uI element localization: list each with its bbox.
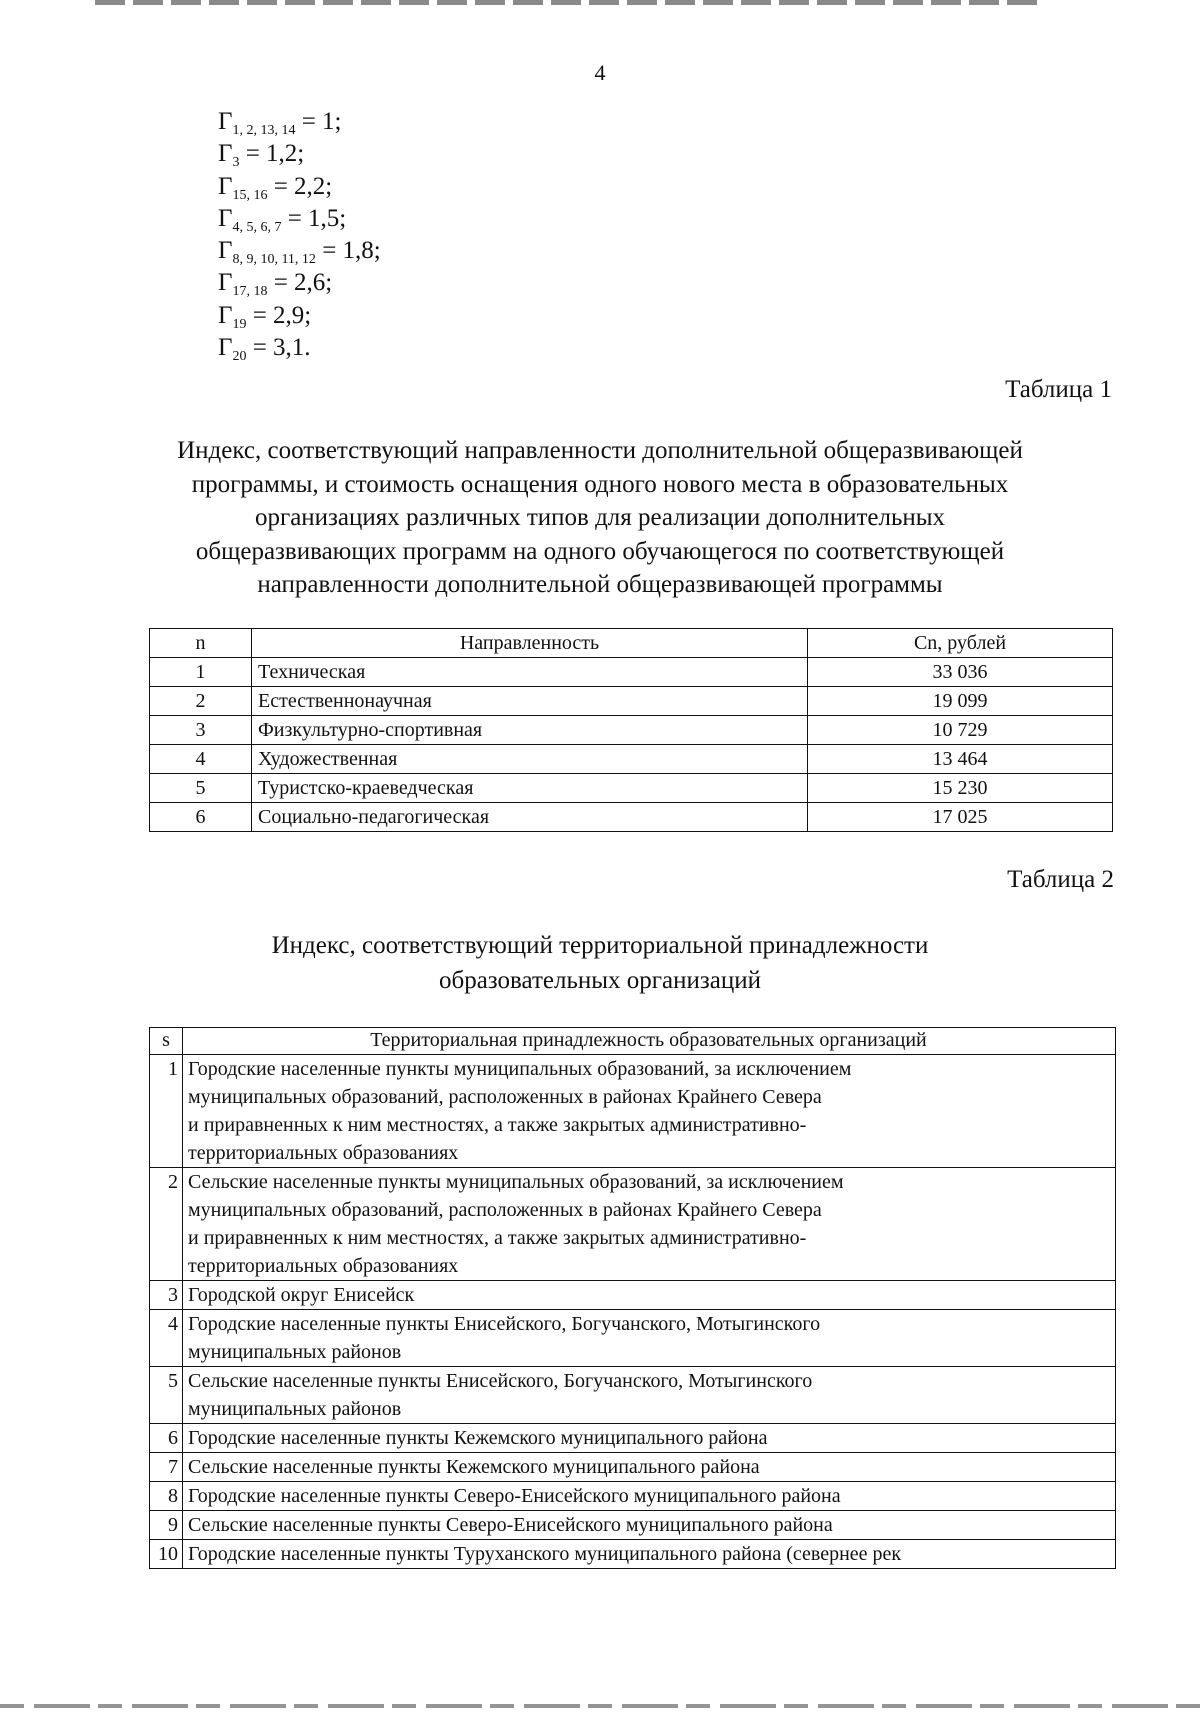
cell-n: 1 [150, 658, 252, 687]
cell-line: Городские населенные пункты Туруханского муниципального района (севернее рек [188, 1543, 902, 1565]
cell-n: 4 [150, 745, 252, 774]
cell-territory [183, 1482, 1116, 1511]
cell-territory [183, 1281, 1116, 1310]
cell-line: Городской округ Енисейск [188, 1284, 415, 1306]
cell-s: 9 [150, 1511, 183, 1540]
cell-line: муниципальных образований, расположенных в районах Крайнего Севера [188, 1086, 822, 1108]
header-n: n [150, 629, 252, 658]
formula-line: $Г_{20} = 3,1$. [218, 334, 311, 365]
cell-s: 1 [150, 1055, 183, 1168]
scan-edge-top [95, 0, 1045, 5]
cell-s: 3 [150, 1281, 183, 1310]
cell-line: муниципальных районов [188, 1398, 402, 1420]
cell-s: 5 [150, 1367, 183, 1424]
cell-direction: Естественнонаучная [252, 687, 808, 716]
table-row [150, 1482, 1116, 1511]
cell-line: и приравненных к ним местностях, а также закрытых административно- [188, 1227, 807, 1249]
cell-line: территориальных образованиях [188, 1255, 459, 1277]
table-1-title-line: программы, и стоимость оснащения одного нового места в образовательных [191, 470, 1009, 498]
cell-line: Городские населенные пункты муниципальных образований, за исключением [188, 1058, 852, 1080]
cell-direction: Художественная [252, 745, 808, 774]
cell-line: и приравненных к ним местностях, а также закрытых административно- [188, 1114, 807, 1136]
cell-territory [183, 1055, 1116, 1168]
table-row [150, 1168, 1116, 1281]
cell-territory [183, 1453, 1116, 1482]
formula-line: $Г_{1, 2, 13, 14} = 1$; [218, 108, 342, 138]
cell-territory [183, 1310, 1116, 1367]
header-direction: Направленность [252, 629, 808, 658]
table-row [150, 745, 1113, 774]
cell-line: Сельские населенные пункты Кежемского муниципального района [188, 1456, 760, 1478]
table-row [150, 1540, 1116, 1569]
table-row [150, 1310, 1116, 1367]
formula-list [218, 106, 381, 364]
table-1-title [100, 434, 1100, 602]
cell-line: муниципальных районов [188, 1341, 402, 1363]
cell-s: 6 [150, 1424, 183, 1453]
cell-line: муниципальных образований, расположенных в районах Крайнего Севера [188, 1199, 822, 1221]
page-number: 4 [594, 60, 606, 85]
cell-n: 2 [150, 687, 252, 716]
table-2-caption: Таблица 2 [1007, 866, 1114, 893]
cell-s: 2 [150, 1168, 183, 1281]
table-row [150, 1281, 1116, 1310]
table-2-title [100, 928, 1100, 998]
formula-line: $Г_{8, 9, 10, 11, 12} = 1,8$; [218, 237, 381, 268]
cell-n: 6 [150, 803, 252, 832]
table-2-title-line: Индекс, соответствующий территориальной принадлежности [271, 932, 929, 959]
formula-line: $Г_{19} = 2,9$; [218, 301, 312, 332]
cell-line: Сельские населенные пункты муниципальных образований, за исключением [188, 1171, 844, 1193]
cell-line: территориальных образованиях [188, 1142, 459, 1164]
table-row [150, 687, 1113, 716]
table-1-caption: Таблица 1 [1005, 376, 1112, 403]
cell-territory [183, 1367, 1116, 1424]
cell-cost: 10 729 [808, 716, 1113, 745]
cell-line: Сельские населенные пункты Енисейского, Богучанского, Мотыгинского [188, 1370, 813, 1392]
table-row [150, 658, 1113, 687]
cell-cost: 33 036 [808, 658, 1113, 687]
formula-line: $Г_{4, 5, 6, 7} = 1,5$; [218, 204, 347, 235]
table-1-title-line: направленности дополнительной общеразвивающей программы [257, 571, 943, 599]
formula-line: $Г_{15, 16} = 2,2$; [218, 172, 333, 203]
header-cost: Cn, рублей [808, 629, 1113, 658]
cell-cost: 13 464 [808, 745, 1113, 774]
table-row [150, 716, 1113, 745]
cell-line: Сельские населенные пункты Северо-Енисейского муниципального района [188, 1514, 833, 1536]
table-1-title-line: организациях различных типов для реализации дополнительных [254, 504, 946, 532]
table-row [150, 1424, 1116, 1453]
table-2-title-line: образовательных организаций [438, 967, 761, 994]
table-1-title-line: общеразвивающих программ на одного обучающегося по соответствующей [195, 537, 1005, 565]
cell-direction: Техническая [252, 658, 808, 687]
scan-edge-bottom [0, 1704, 1200, 1708]
territory-table [149, 1027, 1116, 1569]
cell-direction: Физкультурно-спортивная [252, 716, 808, 745]
cell-direction: Туристско-краеведческая [252, 774, 808, 803]
cell-cost: 19 099 [808, 687, 1113, 716]
cell-territory [183, 1168, 1116, 1281]
cell-n: 5 [150, 774, 252, 803]
cell-s: 7 [150, 1453, 183, 1482]
cell-cost: 17 025 [808, 803, 1113, 832]
header-s: s [150, 1028, 183, 1055]
table-row [150, 1453, 1116, 1482]
cell-line: Городские населенные пункты Енисейского, Богучанского, Мотыгинского [188, 1313, 821, 1335]
table-header-row [150, 629, 1113, 658]
formula-line: $Г_3 = 1,2$; [218, 140, 305, 171]
cell-line: Городские населенные пункты Кежемского муниципального района [188, 1427, 768, 1449]
header-territory: Территориальная принадлежность образовательных организаций [183, 1028, 1116, 1055]
cell-s: 10 [150, 1540, 183, 1569]
table-1-title-line: Индекс, соответствующий направленности дополнительной общеразвивающей [177, 437, 1023, 464]
cell-n: 3 [150, 716, 252, 745]
cell-line: Городские населенные пункты Северо-Енисейского муниципального района [188, 1485, 841, 1507]
cell-cost: 15 230 [808, 774, 1113, 803]
cell-direction: Социально-педагогическая [252, 803, 808, 832]
table-row [150, 1367, 1116, 1424]
formula-line: $Г_{17, 18} = 2,6$; [218, 269, 333, 300]
table-row [150, 1511, 1116, 1540]
table-header-row [150, 1028, 1116, 1055]
direction-cost-table [149, 628, 1113, 832]
table-row [150, 1055, 1116, 1168]
cell-s: 8 [150, 1482, 183, 1511]
cell-territory [183, 1540, 1116, 1569]
cell-territory [183, 1511, 1116, 1540]
table-row [150, 774, 1113, 803]
table-row [150, 803, 1113, 832]
cell-s: 4 [150, 1310, 183, 1367]
cell-territory [183, 1424, 1116, 1453]
